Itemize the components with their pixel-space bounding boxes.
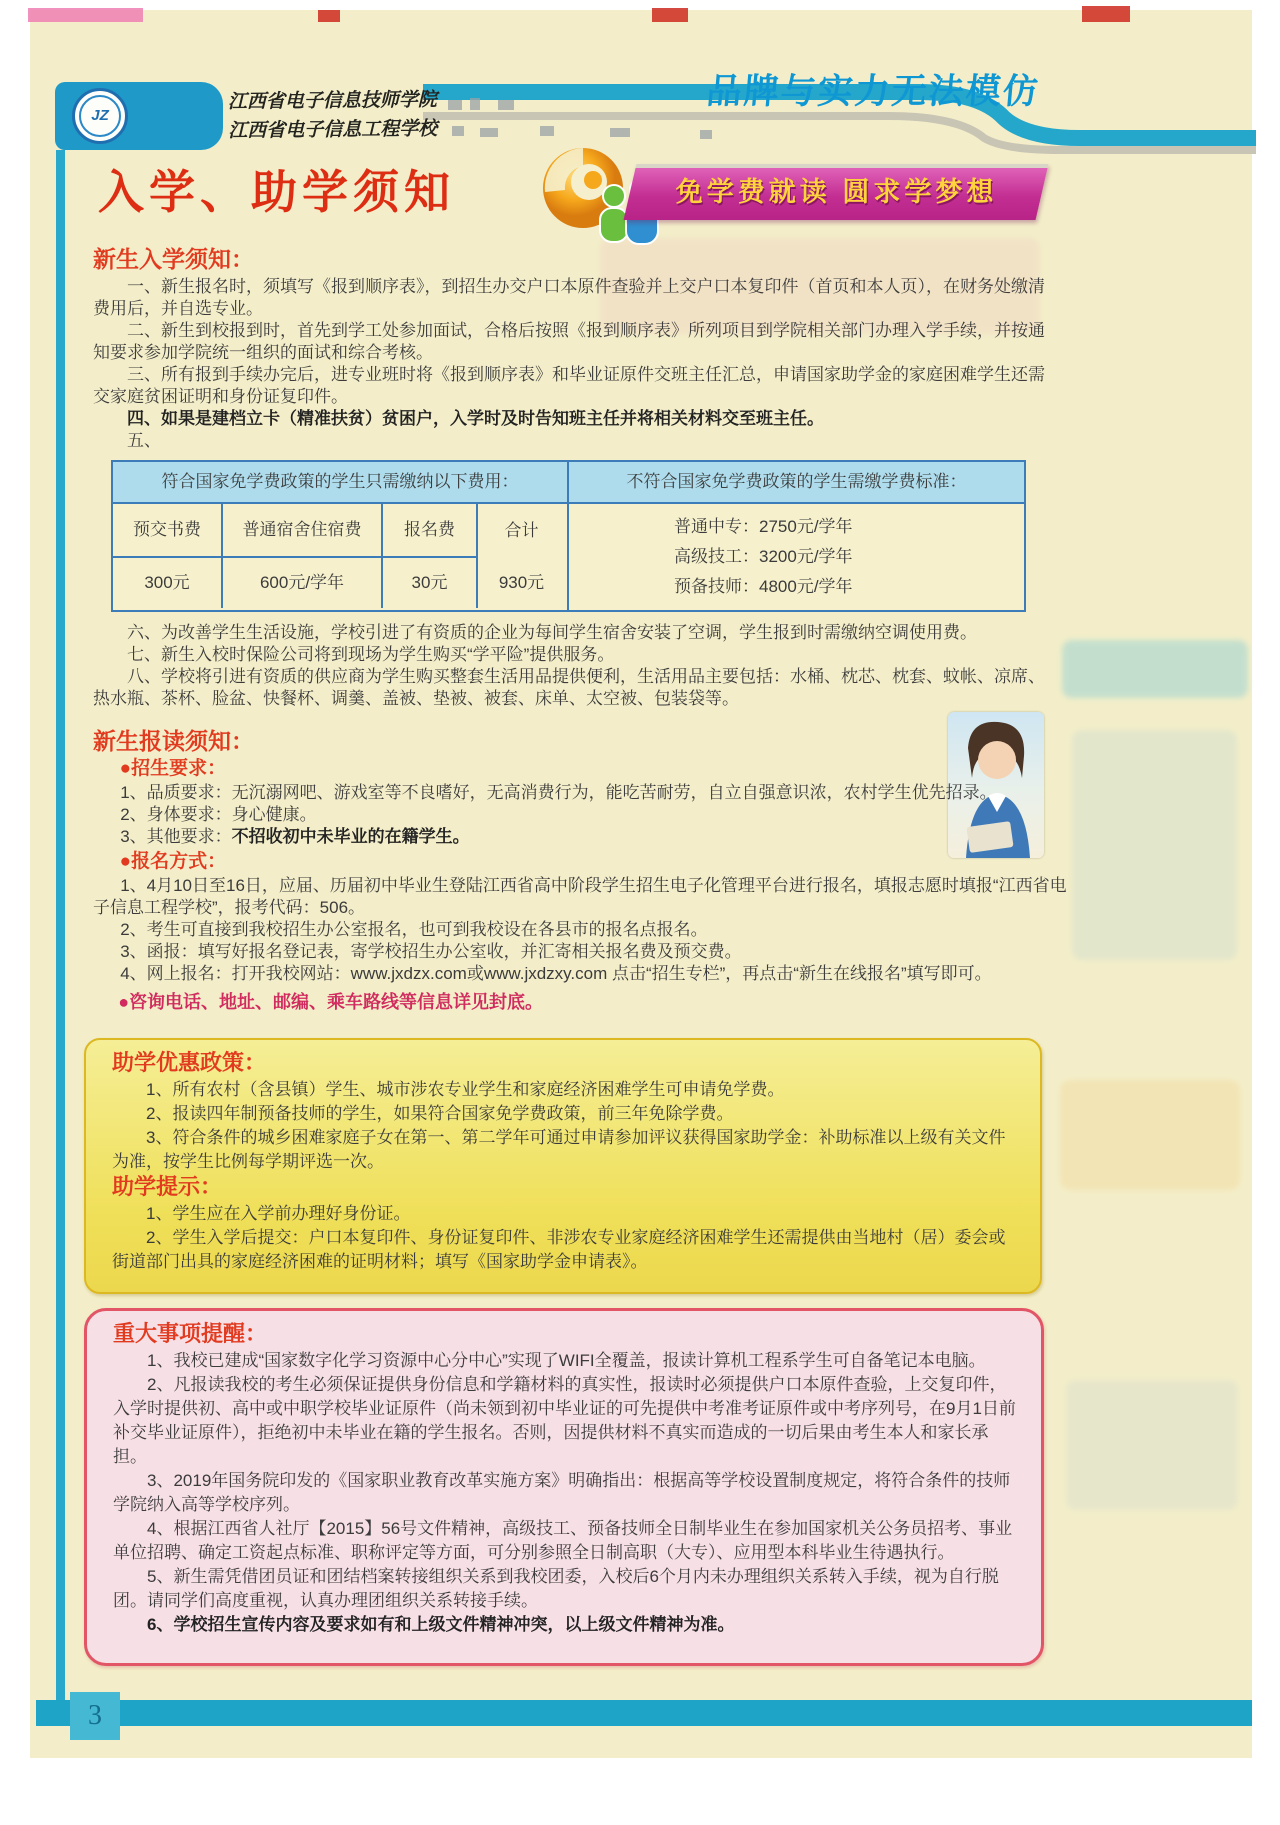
school-logo-monogram: JZ [79,95,121,137]
bleedthrough-ghost [1062,640,1248,698]
scan-artifact [1082,6,1130,22]
requirement-item-3-label: 3、其他要求： [120,827,232,846]
promo-banner-text: 免学费就读 圆求学梦想 [675,177,998,207]
bleedthrough-ghost [1072,730,1237,960]
recruit-requirements-heading: ●招生要求： [119,758,227,779]
enrollment-item-2: 二、新生到校报到时，首先到学工处参加面试，合格后按照《报到顺序表》所列项目到学院相关部门办理入学手续，并按通知要求参加学院统一组织的面试和综合考核。 [93,321,1045,362]
enrollment-item-6: 六、为改善学生生活设施，学校引进了有资质的企业为每间学生宿舍安装了空调，学生报到时需缴纳空调使用费。 [127,623,977,642]
section-heading: 新生报读须知： [93,728,254,754]
reminder-item-4: 4、根据江西省人社厅【2015】56号文件精神，高级技工、预备技师全日制毕业生在参加国家机关公务员招考、事业单位招聘、确定工资起点标准、职称评定等方面，可分别参照全日制高职（大专）、应用型本科毕业生待遇执行。 [113,1519,1013,1562]
major-reminder-box [84,1308,1044,1666]
aid-tip-item-2: 2、学生入学后提交：户口本复印件、身份证复印件、非涉农专业家庭经济困难学生还需提供由当地村（居）委会或街道部门出具的家庭经济困难的证明材料；填写《国家助学金申请表》。 [112,1228,1006,1271]
redacted-block [452,126,464,136]
tuition-standard-line: 高级技工：3200元/学年 [674,547,853,566]
scan-artifact [652,8,688,22]
fee-table-right [569,462,1024,610]
enrollment-item-7: 七、新生入校时保险公司将到现场为学生购买“学平险”提供服务。 [127,645,615,664]
enrollment-item-3: 三、所有报到手续办完后，进专业班时将《报到顺序表》和毕业证原件交班主任汇总，申请国家助学金的家庭困难学生还需交家庭贫困证明和身份证复印件。 [93,365,1045,406]
fee-column-header: 合计 [504,521,539,540]
apply-method-heading: ●报名方式： [119,851,227,872]
aid-policy-box [84,1038,1042,1294]
redacted-block [480,128,498,137]
left-accent-bar [56,150,65,1702]
tuition-standard-line: 预备技师：4800元/学年 [674,577,853,596]
method-item-4: 4、网上报名：打开我校网站：www.jxdzx.com或www.jxdzxy.com 点击“招生专栏”，再点击“新生在线报名”填写即可。 [120,964,992,983]
fee-table-right-header: 不符合国家免学费政策的学生需缴学费标准： [569,462,1024,504]
scan-artifact [318,10,340,22]
tuition-standard-line: 普通中专：2750元/学年 [674,517,853,536]
school-names [228,84,559,145]
enrollment-item-4: 四、如果是建档立卡（精准扶贫）贫困户，入学时及时告知班主任并将相关材料交至班主任。 [127,409,824,428]
bleedthrough-ghost [1066,1380,1238,1510]
requirement-item-2: 2、身体要求：身心健康。 [120,805,317,824]
scan-artifact [28,8,143,22]
page-title: 入学、助学须知 [98,166,455,218]
section-enrollment-notice [93,248,1055,710]
redacted-block [470,98,480,110]
page-number: 3 [70,1692,120,1740]
requirement-item-3-bold: 不招收初中未毕业的在籍学生。 [231,827,470,846]
reminder-item-5: 5、新生需凭借团员证和团结档案转接组织关系到我校团委，入校后6个月内未办理组织关系转入手续，视为自行脱团。请同学们高度重视，认真办理团组织关系转接手续。 [113,1567,999,1610]
enrollment-item-8: 八、学校将引进有资质的供应商为学生购买整套生活用品提供便利，生活用品主要包括：水桶、枕芯、枕套、蚊帐、凉席、热水瓶、茶杯、脸盆、快餐杯、调羹、盖被、垫被、被套、床单、太空被、包装袋等。 [93,667,1045,708]
reminder-item-1: 1、我校已建成“国家数字化学习资源中心分中心”实现了WIFI全覆盖，报读计算机工程系学生可自备笔记本电脑。 [147,1351,986,1370]
redacted-block [448,100,462,110]
brand-slogan: 品牌与实力无法模仿 [705,72,1042,111]
section-apply-notice [93,730,1081,1013]
requirement-item-3 [93,826,1081,848]
redacted-block [610,128,630,137]
aid-policy-item-1: 1、所有农村（含县镇）学生、城市涉农专业学生和家庭经济困难学生可申请免学费。 [146,1080,785,1099]
fee-value: 30元 [383,558,478,608]
aid-tip-item-1: 1、学生应在入学前办理好身份证。 [146,1204,411,1223]
method-item-1: 1、4月10日至16日，应届、历届初中毕业生登陆江西省高中阶段学生招生电子化管理平台进行报名，填报志愿时填报“江西省电子信息工程学校”，报考代码：506。 [93,876,1067,917]
fee-table-left [113,462,569,610]
fee-column-header: 预交书费 [113,504,223,558]
reminder-item-6: 6、学校招生宣传内容及要求如有和上级文件精神冲突，以上级文件精神为准。 [147,1615,735,1634]
bleedthrough-ghost [1060,1080,1240,1190]
method-item-3: 3、函报：填写好报名登记表，寄学校招生办公室收，并汇寄相关报名费及预交费。 [120,942,742,961]
method-item-2: 2、考生可直接到我校招生办公室报名，也可到我校设在各县市的报名点报名。 [120,920,708,939]
redacted-block [540,126,554,136]
redacted-block [700,130,712,139]
enrollment-item-5: 五、 [127,431,161,450]
fee-value: 930元 [498,573,545,592]
fee-column-header: 报名费 [383,504,478,558]
fee-value: 600元/学年 [223,558,383,608]
enrollment-item-1: 一、新生报名时，须填写《报到顺序表》，到招生办交户口本原件查验并上交户口本复印件（首页和本人页），在财务处缴清费用后，并自选专业。 [93,277,1045,318]
promo-banner [624,164,1049,220]
school-name-line2: 江西省电子信息工程学校 [228,118,438,142]
reminder-heading: 重大事项提醒： [113,1321,268,1346]
aid-policy-heading: 助学优惠政策： [112,1050,267,1075]
reminder-item-3: 3、2019年国务院印发的《国家职业教育改革实施方案》明确指出：根据高等学校设置制度规定，将符合条件的技师学院纳入高等学校序列。 [113,1471,1011,1514]
redacted-block [498,100,514,110]
contact-info-line: ●咨询电话、地址、邮编、乘车路线等信息详见封底。 [118,992,544,1012]
footer-bar [36,1700,1252,1726]
school-name-line1: 江西省电子信息技师学院 [227,89,437,113]
fee-table [111,460,1026,612]
section-heading: 新生入学须知： [93,246,254,272]
aid-tips-heading: 助学提示： [112,1174,223,1199]
fee-table-left-header: 符合国家免学费政策的学生只需缴纳以下费用： [113,462,567,504]
aid-policy-item-3: 3、符合条件的城乡困难家庭子女在第一、第二学年可通过申请参加评议获得国家助学金：补助标准以上级有关文件为准，按学生比例每学期评选一次。 [112,1128,1006,1171]
fee-column-header: 普通宿舍住宿费 [223,504,383,558]
reminder-item-2: 2、凡报读我校的考生必须保证提供身份信息和学籍材料的真实性，报读时必须提供户口本原件查验，上交复印件，入学时提供初、高中或中职学校毕业证原件（尚未领到初中毕业证的可先提供中考准考证原件或中考序列号，在9月1日前补交毕业证原件），拒绝初中未毕业在籍的学生报名。否则，因提供材料不真实而造成的一切后果由考生本人和家长承担。 [113,1375,1016,1466]
requirement-item-1: 1、品质要求：无沉溺网吧、游戏室等不良嗜好，无高消费行为，能吃苦耐劳，自立自强意识浓，农村学生优先招录。 [120,783,997,802]
fee-value: 300元 [113,558,223,608]
aid-policy-item-2: 2、报读四年制预备技师的学生，如果符合国家免学费政策，前三年免除学费。 [146,1104,734,1123]
